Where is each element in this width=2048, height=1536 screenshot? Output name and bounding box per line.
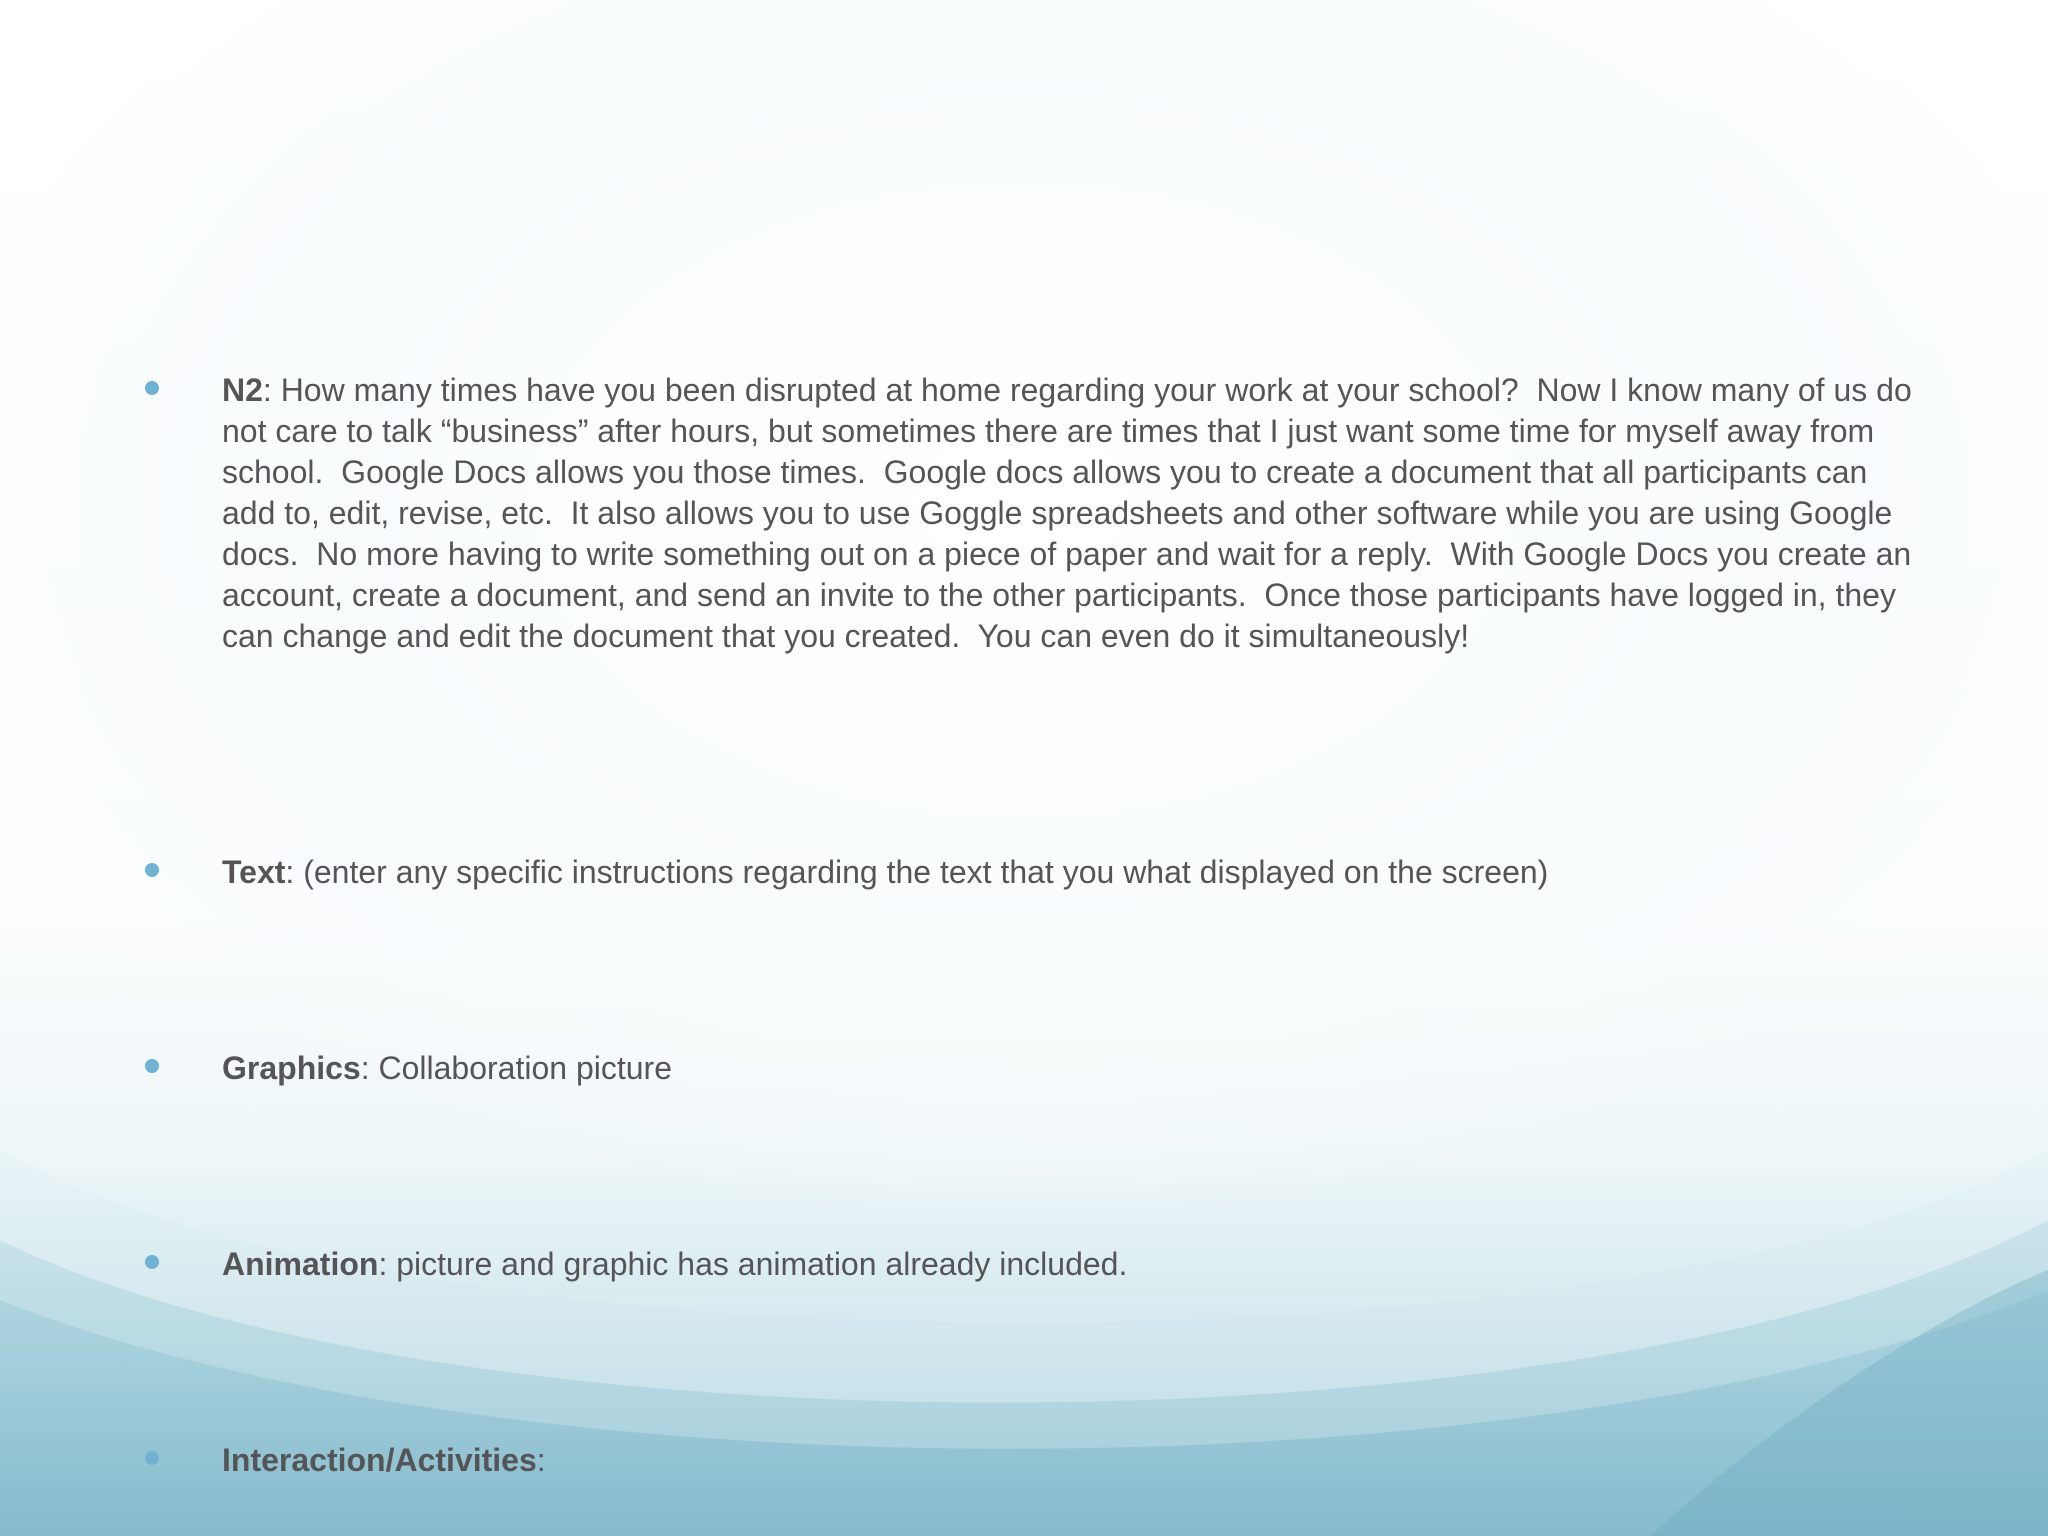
- bullet-text: [222, 370, 1921, 657]
- bullet-body: : Collaboration picture: [360, 1050, 672, 1086]
- bullet-dot-icon: [145, 1255, 159, 1269]
- bullet-body: :: [536, 1442, 546, 1478]
- bullet-dot-icon: [145, 1451, 159, 1465]
- bullet-label: N2: [222, 372, 263, 408]
- bullet-text: [222, 1440, 1912, 1481]
- bullet-label: Graphics: [222, 1050, 361, 1086]
- bullet-body: : picture and graphic has animation already included.: [378, 1246, 1128, 1282]
- bullet-text: [222, 1244, 1912, 1285]
- bullet-label: Text: [222, 854, 286, 890]
- bullet-dot-icon: [145, 863, 159, 877]
- bullet-dot-icon: [145, 1059, 159, 1073]
- bullet-dot-icon: [145, 381, 159, 395]
- bullet-body: : How many times have you been disrupted at home regarding your work at your school? Now I know many of us do not care to talk “business” after hours, but sometimes there are times that I just want some time for myself away from school. Google Docs allows you those times. Google docs allows you to create a document that all participants can add to, edit, revise, etc. It also allows you to use Goggle spreadsheets and other software while you are using Google docs. No more having to write something out on a piece of paper and wait for a reply. With Google Docs you create an account, create a document, and send an invite to the other participants. Once those participants have logged in, they can change and edit the document that you created. You can even do it simultaneously!: [222, 372, 1921, 654]
- bullet-label: Interaction/Activities: [222, 1442, 537, 1478]
- bullet-body: : (enter any specific instructions regarding the text that you what displayed on the screen): [285, 854, 1549, 890]
- bullet-label: Animation: [222, 1246, 379, 1282]
- bullet-text: [222, 852, 1912, 893]
- bullet-text: [222, 1048, 1912, 1089]
